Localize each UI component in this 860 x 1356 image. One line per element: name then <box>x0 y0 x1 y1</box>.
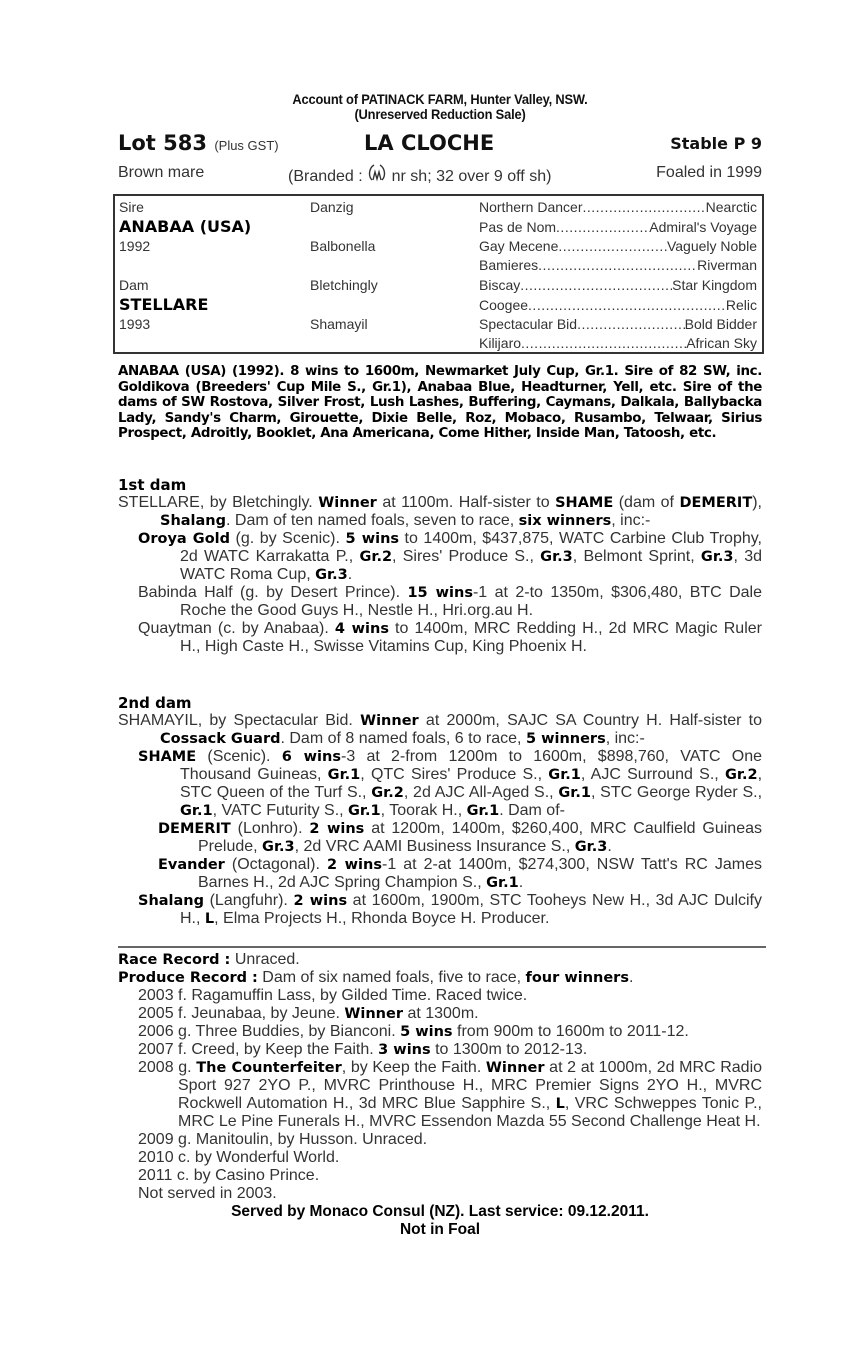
text: , inc:- <box>605 730 645 747</box>
text: 2006 g. Three Buddies, by Bianconi. <box>138 1023 401 1040</box>
text: -3 at 2-from 1200m to 1600m, $898,760, VATC One Thousand Guineas, <box>180 748 762 783</box>
text: 2011 c. by Casino Prince. <box>138 1167 320 1184</box>
bold-text: Oroya Gold <box>138 531 231 547</box>
gp-left: Biscay <box>479 277 521 293</box>
bold-text: Gr.1 <box>548 767 581 783</box>
brand-description <box>288 164 551 186</box>
bold-text: Gr.2 <box>359 549 393 565</box>
leader-dots <box>583 199 706 216</box>
second-dam-intro <box>118 712 762 748</box>
records-section <box>118 951 762 1239</box>
text: at 1100m. Half-sister to <box>376 494 556 511</box>
brand-mark-icon <box>367 164 387 182</box>
brand-prefix: (Branded : <box>288 168 363 185</box>
leader-dots <box>528 297 726 314</box>
text: (dam of <box>613 494 680 511</box>
produce-item <box>118 1149 762 1167</box>
bold-text: Gr.3 <box>574 839 608 855</box>
bold-text: 3 wins <box>378 1042 431 1058</box>
text: 2010 c. by Wonderful World. <box>138 1149 340 1166</box>
text: . Dam of- <box>499 802 565 819</box>
bold-text: Gr.3 <box>540 549 573 565</box>
lot-line <box>118 131 762 157</box>
first-dam-section <box>118 476 762 656</box>
bold-text: Winner <box>485 1060 545 1076</box>
grandparent-row <box>479 238 757 255</box>
produce-item <box>118 1005 762 1023</box>
bold-text: Gr.1 <box>486 875 519 891</box>
sire-year: 1992 <box>119 238 151 254</box>
stable-number: Stable P 9 <box>670 134 762 153</box>
text: 2003 f. Ragamuffin Lass, by Gilded Time. Raced twice. <box>138 987 528 1004</box>
text: , STC Queen of the Turf S., <box>180 766 763 801</box>
progeny-entry <box>118 892 762 928</box>
text: -1 at 2-at 1400m, $274,300, NSW Tatt's RC James Barnes H., 2d AJC Spring Champion S., <box>198 856 762 891</box>
text: at 2000m, SAJC SA Country H. Half-sister to <box>418 712 762 729</box>
progeny-entry <box>118 620 762 656</box>
gp-right: Riverman <box>697 257 757 273</box>
gp-right: Relic <box>725 297 757 313</box>
bold-text: DEMERIT <box>158 821 231 837</box>
dam-label: Dam <box>119 277 149 293</box>
text: (g. by Scenic). <box>230 530 346 547</box>
dam-year: 1993 <box>119 316 151 332</box>
first-dam-title: 1st dam <box>118 476 187 494</box>
bold-text: Gr.1 <box>327 767 361 783</box>
grandparent-row <box>479 316 757 333</box>
bold-text: 2 wins <box>326 857 382 873</box>
bold-text: Winner <box>344 1006 403 1022</box>
text: at 1200m, 1400m, $260,400, MRC Caulfield Guineas Prelude, <box>198 820 762 855</box>
foaled-year: Foaled in 1999 <box>656 164 762 181</box>
text: . Dam of 8 named foals, 6 to race, <box>280 730 526 747</box>
produce-item <box>118 987 762 1005</box>
leader-dots <box>558 238 667 255</box>
text: at 2 at 1000m, 2d MRC Radio Sport 927 2YO P., MVRC Printhouse H., MRC Premier Signs 2YO H., MVRC Rockwell Automation H., 3d MRC Blue Sapphire S., <box>178 1059 763 1112</box>
produce-record <box>118 969 762 987</box>
text: . <box>518 874 524 891</box>
bold-text: L <box>555 1096 565 1112</box>
text: Not served in 2003. <box>138 1185 277 1202</box>
section-divider <box>118 946 766 948</box>
leader-dots <box>521 335 686 352</box>
gp-right: Star Kingdom <box>672 277 757 293</box>
produce-item <box>118 1023 762 1041</box>
gp-left: Bamieres <box>479 257 539 273</box>
text: (Scenic). <box>196 748 282 765</box>
bold-text: 5 wins <box>345 531 400 547</box>
gp-right: Bold Bidder <box>684 316 757 332</box>
text: . <box>347 566 353 583</box>
sale-type: (Unreserved Reduction Sale) <box>354 106 526 122</box>
sire-label: Sire <box>119 199 144 215</box>
text: , 2d AJC All-Aged S., <box>403 784 559 801</box>
text: 2005 f. Jeunabaa, by Jeune. <box>138 1005 345 1022</box>
bold-text: 15 wins <box>407 585 473 601</box>
second-dam-title: 2nd dam <box>118 694 192 712</box>
text: (Langfuhr). <box>204 892 294 909</box>
text: , 3d WATC Roma Cup, <box>180 548 763 583</box>
leader-dots <box>556 219 649 236</box>
bold-text: The Counterfeiter <box>196 1060 342 1076</box>
text: -1 at 2-to 1350m, $306,480, BTC Dale Roche the Good Guys H., Nestle H., Hri.org.au H. <box>180 584 763 619</box>
text: 2008 g. <box>138 1059 197 1076</box>
bold-text: Shalang <box>160 513 227 529</box>
text: . Dam of ten named foals, seven to race, <box>226 512 519 529</box>
leader-dots <box>538 257 697 274</box>
bold-text: 5 winners <box>525 731 606 747</box>
text: Babinda Half (g. by Desert Prince). <box>138 584 408 601</box>
text: to 1400m, MRC Redding H., 2d MRC Magic Ruler H., High Caste H., Swisse Vitamins Cup, King Phoenix H. <box>180 620 762 655</box>
text: , VRC Schweppes Tonic P., MRC Le Pine Funerals H., MVRC Essendon Mazda 55 Second Challenge Heat H. <box>178 1095 762 1130</box>
bold-text: 6 wins <box>281 749 341 765</box>
text: 2007 f. Creed, by Keep the Faith. <box>138 1041 379 1058</box>
text: , Sires' Produce S., <box>392 548 541 565</box>
grandparent-row <box>479 219 757 236</box>
lot-number <box>118 131 279 155</box>
first-dam-intro <box>118 494 762 530</box>
progeny-entry <box>118 820 762 856</box>
text: Quaytman (c. by Anabaa). <box>138 620 335 637</box>
bold-text: Gr.1 <box>180 803 213 819</box>
bold-text: Shalang <box>138 893 205 909</box>
text: , Elma Projects H., Rhonda Boyce H. Producer. <box>214 910 550 927</box>
bold-text: L <box>204 911 215 927</box>
text: , 2d VRC AAMI Business Insurance S., <box>294 838 575 855</box>
vendor-header <box>144 92 736 122</box>
sire-dam: Balbonella <box>310 238 376 254</box>
text: from 900m to 1600m to 2011-12. <box>452 1023 689 1040</box>
text: , AJC Surround S., <box>580 766 725 783</box>
produce-item <box>118 1167 762 1185</box>
dam-dam: Shamayil <box>310 316 368 332</box>
produce-item <box>118 1185 762 1203</box>
bold-text: Gr.2 <box>724 767 758 783</box>
text: to 1400m, $437,875, WATC Carbine Club Trophy, 2d WATC Karrakatta P., <box>180 530 763 565</box>
text: , VATC Futurity S., <box>212 802 349 819</box>
text: , by Keep the Faith. <box>341 1059 486 1076</box>
text: (Lonhro). <box>230 820 310 837</box>
bold-text: 2 wins <box>309 821 365 837</box>
grandparent-row <box>479 277 757 294</box>
service-line: Served by Monaco Consul (NZ). Last service: 09.12.2011. <box>231 1203 649 1220</box>
gp-right: Admiral's Voyage <box>649 219 757 235</box>
text: (Octagonal). <box>224 856 327 873</box>
text: , Toorak H., <box>380 802 467 819</box>
bold-text: Cossack Guard <box>160 731 281 747</box>
bold-text: 4 wins <box>334 621 389 637</box>
progeny-entry <box>118 748 762 820</box>
bold-text: Winner <box>360 713 419 729</box>
text: . <box>607 838 612 855</box>
gp-right: Vaguely Noble <box>666 238 757 254</box>
bold-text: DEMERIT <box>679 495 753 511</box>
bold-text: Evander <box>158 857 225 873</box>
text: to 1300m to 2012-13. <box>430 1041 588 1058</box>
bold-text: Gr.3 <box>315 567 348 583</box>
bold-text: four winners <box>525 970 629 986</box>
text: Dam of six named foals, five to race, <box>257 969 526 986</box>
produce-item <box>118 1131 762 1149</box>
gp-left: Gay Mecene <box>479 238 559 254</box>
text: . <box>628 969 634 986</box>
gp-left: Pas de Nom <box>479 219 557 235</box>
leader-dots <box>520 277 672 294</box>
bold-text: Gr.2 <box>371 785 404 801</box>
gp-right: Nearctic <box>705 199 757 215</box>
progeny-entry <box>118 530 762 584</box>
text: 2009 g. Manitoulin, by Husson. Unraced. <box>138 1131 428 1148</box>
produce-item <box>118 1059 762 1131</box>
brand-suffix: nr sh; 32 over 9 off sh) <box>391 168 552 185</box>
sire-summary: ANABAA (USA) (1992). 8 wins to 1600m, Newmarket July Cup, Gr.1. Sire of 82 SW, inc. Goldikova (Breeders' Cup Mile S., Gr.1), Anabaa Blue, Headturner, Yell, etc. Sire of the dams of SW Rostova, Silver Frost, Lush Lashes, Buffering, Caymans, Dalkala, Ballybacka Lady, Sandy's Charm, Girouette, Dixie Belle, Roz, Mobaco, Rusambo, Telwaar, Sirius Prospect, Adroitly, Booklet, Ana Americana, Come Hither, Inside Man, Tatoosh, etc. <box>118 364 762 441</box>
bold-text: SHAME <box>555 495 614 511</box>
grandparent-row <box>479 297 757 314</box>
gp-left: Northern Dancer <box>479 199 583 215</box>
progeny-entry <box>118 584 762 620</box>
bold-text: Winner <box>318 495 377 511</box>
progeny-entry <box>118 856 762 892</box>
lot-label: Lot 583 <box>118 131 207 155</box>
race-record-label: Race Record : <box>118 952 231 968</box>
dam-sire: Bletchingly <box>310 277 378 293</box>
grandparent-row <box>479 257 757 274</box>
text: , inc:- <box>611 512 651 529</box>
bold-text: Gr.3 <box>262 839 295 855</box>
text: SHAMAYIL, by Spectacular Bid. <box>118 712 361 729</box>
race-record-value: Unraced. <box>230 951 300 968</box>
bold-text: Gr.1 <box>558 785 591 801</box>
bold-text: 2 wins <box>293 893 348 909</box>
text: at 1300m. <box>403 1005 479 1022</box>
produce-record-label: Produce Record : <box>118 970 258 986</box>
bold-text: Gr.1 <box>348 803 381 819</box>
bold-text: six winners <box>518 513 612 529</box>
bold-text: Gr.1 <box>466 803 500 819</box>
text: STELLARE, by Bletchingly. <box>118 494 319 511</box>
gp-right: African Sky <box>686 335 757 351</box>
gp-left: Kilijaro <box>479 335 522 351</box>
account-line: Account of PATINACK FARM, Hunter Valley, NSW. <box>292 91 588 107</box>
pedigree-table <box>113 194 764 354</box>
gp-left: Coogee <box>479 297 529 313</box>
race-record <box>118 951 762 969</box>
second-dam-section <box>118 694 762 928</box>
sire-sire: Danzig <box>310 199 354 215</box>
text: at 1600m, 1900m, STC Tooheys New H., 3d AJC Dulcify H., <box>180 892 762 927</box>
foal-status: Not in Foal <box>399 1221 481 1238</box>
text: ), <box>752 494 762 511</box>
leader-dots <box>577 316 685 333</box>
grandparent-row <box>479 335 757 352</box>
text: , STC George Ryder S., <box>590 784 763 801</box>
colour-sex: Brown mare <box>118 164 205 181</box>
sire-name: ANABAA (USA) <box>119 217 252 236</box>
bold-text: Gr.3 <box>700 549 734 565</box>
lot-note: (Plus GST) <box>214 138 279 153</box>
text: , Belmont Sprint, <box>572 548 701 565</box>
bold-text: SHAME <box>138 749 197 765</box>
produce-item <box>118 1041 762 1059</box>
horse-name: LA CLOCHE <box>364 131 495 155</box>
bold-text: 5 wins <box>400 1024 453 1040</box>
dam-name: STELLARE <box>119 295 209 314</box>
gp-left: Spectacular Bid <box>479 316 578 332</box>
grandparent-row <box>479 199 757 216</box>
text: , QTC Sires' Produce S., <box>360 766 549 783</box>
